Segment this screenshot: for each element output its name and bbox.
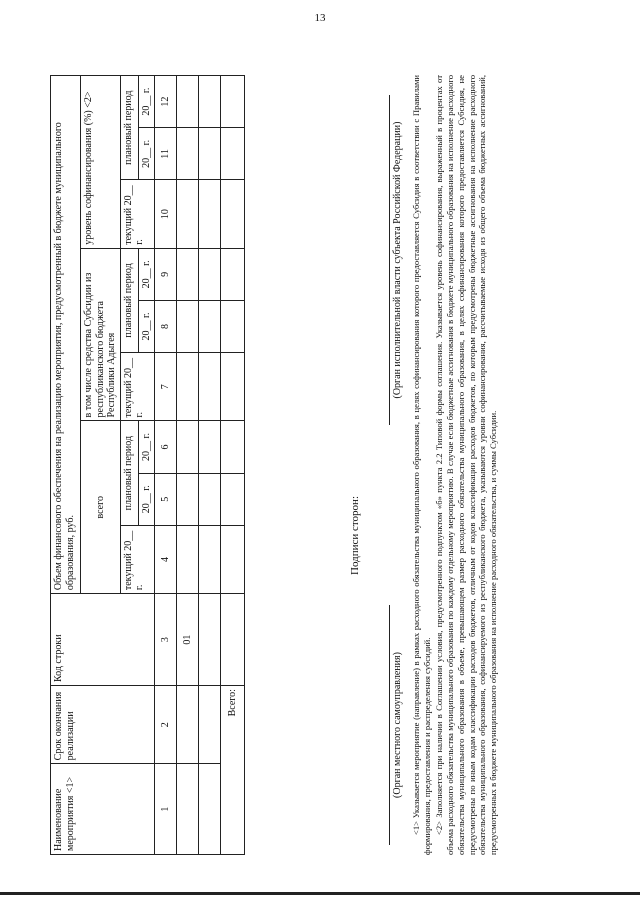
column-number: 6 — [155, 421, 177, 473]
finance-table — [50, 75, 245, 855]
column-number: 11 — [155, 128, 177, 180]
rotated-content — [46, 75, 606, 855]
header-level: уровень софинансирования (%) <2> — [81, 76, 121, 249]
column-number: 2 — [155, 686, 177, 764]
header-year: 20__ г. — [138, 473, 155, 525]
signatures-title: Подписи сторон: — [349, 495, 361, 575]
bottom-rule — [0, 892, 640, 895]
header-year: 20__ г. — [138, 248, 155, 300]
header-code: Код строки — [51, 594, 155, 686]
header-year: 20__ г. — [138, 128, 155, 180]
total-label: Всего: — [221, 686, 245, 855]
column-number: 1 — [155, 764, 177, 855]
header-plan-2: плановый период — [120, 248, 138, 352]
signature-regional-authority: (Орган исполнительной власти субъекта Российской Федерации) — [389, 95, 403, 425]
header-year: 20__ г. — [138, 421, 155, 473]
column-number: 7 — [155, 353, 177, 421]
header-plan-3: плановый период — [120, 76, 138, 180]
header-term: Срок окончания реализации — [51, 686, 155, 764]
signature-local-authority: (Орган местного самоуправления) — [389, 605, 403, 845]
footnotes — [411, 75, 501, 855]
total-row — [221, 76, 245, 855]
header-total: всего — [81, 421, 121, 594]
header-finance: Объем финансового обеспечения на реализацию мероприятия, предусмотренный в бюджете муниципального образования, руб. — [51, 76, 81, 594]
table-row — [177, 76, 199, 855]
column-number: 12 — [155, 76, 177, 128]
column-number: 10 — [155, 180, 177, 248]
header-current-3: текущий 20__ г. — [120, 180, 155, 248]
table-row — [199, 76, 221, 855]
header-plan-1: плановый период — [120, 421, 138, 525]
column-number: 4 — [155, 525, 177, 593]
footnote-2: <2> Заполняется при наличии в Соглашении условия, предусмотренного подпунктом «б» пункта 2.2 Типовой формы соглашения. Указывается уровень софинансирования, выраженный в процентах от объема расходного обязательства муниципального образования по каждому отдельному мероприятию. В случае если бюджетные ассигнования в бюджете муниципального образования на исполнение расходного обязательства муниципального образования в объеме, превышающем размер расходного обязательства муниципального образования, в целях софинансирования которого предоставляется Субсидия, не предусмотрены по иным кодам классификации расходов бюджетов, отличным от кодов классификации расходов бюджетов, по которым предусмотрены бюджетные ассигнования на исполнение расходного обязательства муниципального образования, софинансируемого из республиканского бюджета, указываются уровни софинансирования, рассчитываемые исходя из общего объема бюджетных ассигнований, предусмотренных в бюджете муниципального образования на исполнение расходного обязательства, и суммы Субсидии. — [434, 75, 499, 855]
column-number: 5 — [155, 473, 177, 525]
page-number: 13 — [314, 12, 326, 24]
header-year: 20__ г. — [138, 76, 155, 128]
row-code: 01 — [177, 594, 199, 686]
header-current-1: текущий 20__ г. — [120, 525, 155, 593]
footnote-1: <1> Указывается мероприятие (направление) в рамках расходного обязательства муниципального образования, в целях софинансирования которого предоставляется Субсидия в соответствии с Правилами формирования, предоставления и распределения субсидий. — [411, 75, 432, 855]
header-subsidy: в том числе средства Субсидии из республиканского бюджета Республики Адыгея — [81, 248, 121, 421]
header-year: 20__ г. — [138, 300, 155, 352]
column-number: 8 — [155, 300, 177, 352]
header-current-2: текущий 20__ г. — [120, 353, 155, 421]
column-number: 9 — [155, 248, 177, 300]
header-name: Наименование мероприятия <1> — [51, 764, 155, 855]
column-number: 3 — [155, 594, 177, 686]
column-number-row — [155, 76, 177, 855]
